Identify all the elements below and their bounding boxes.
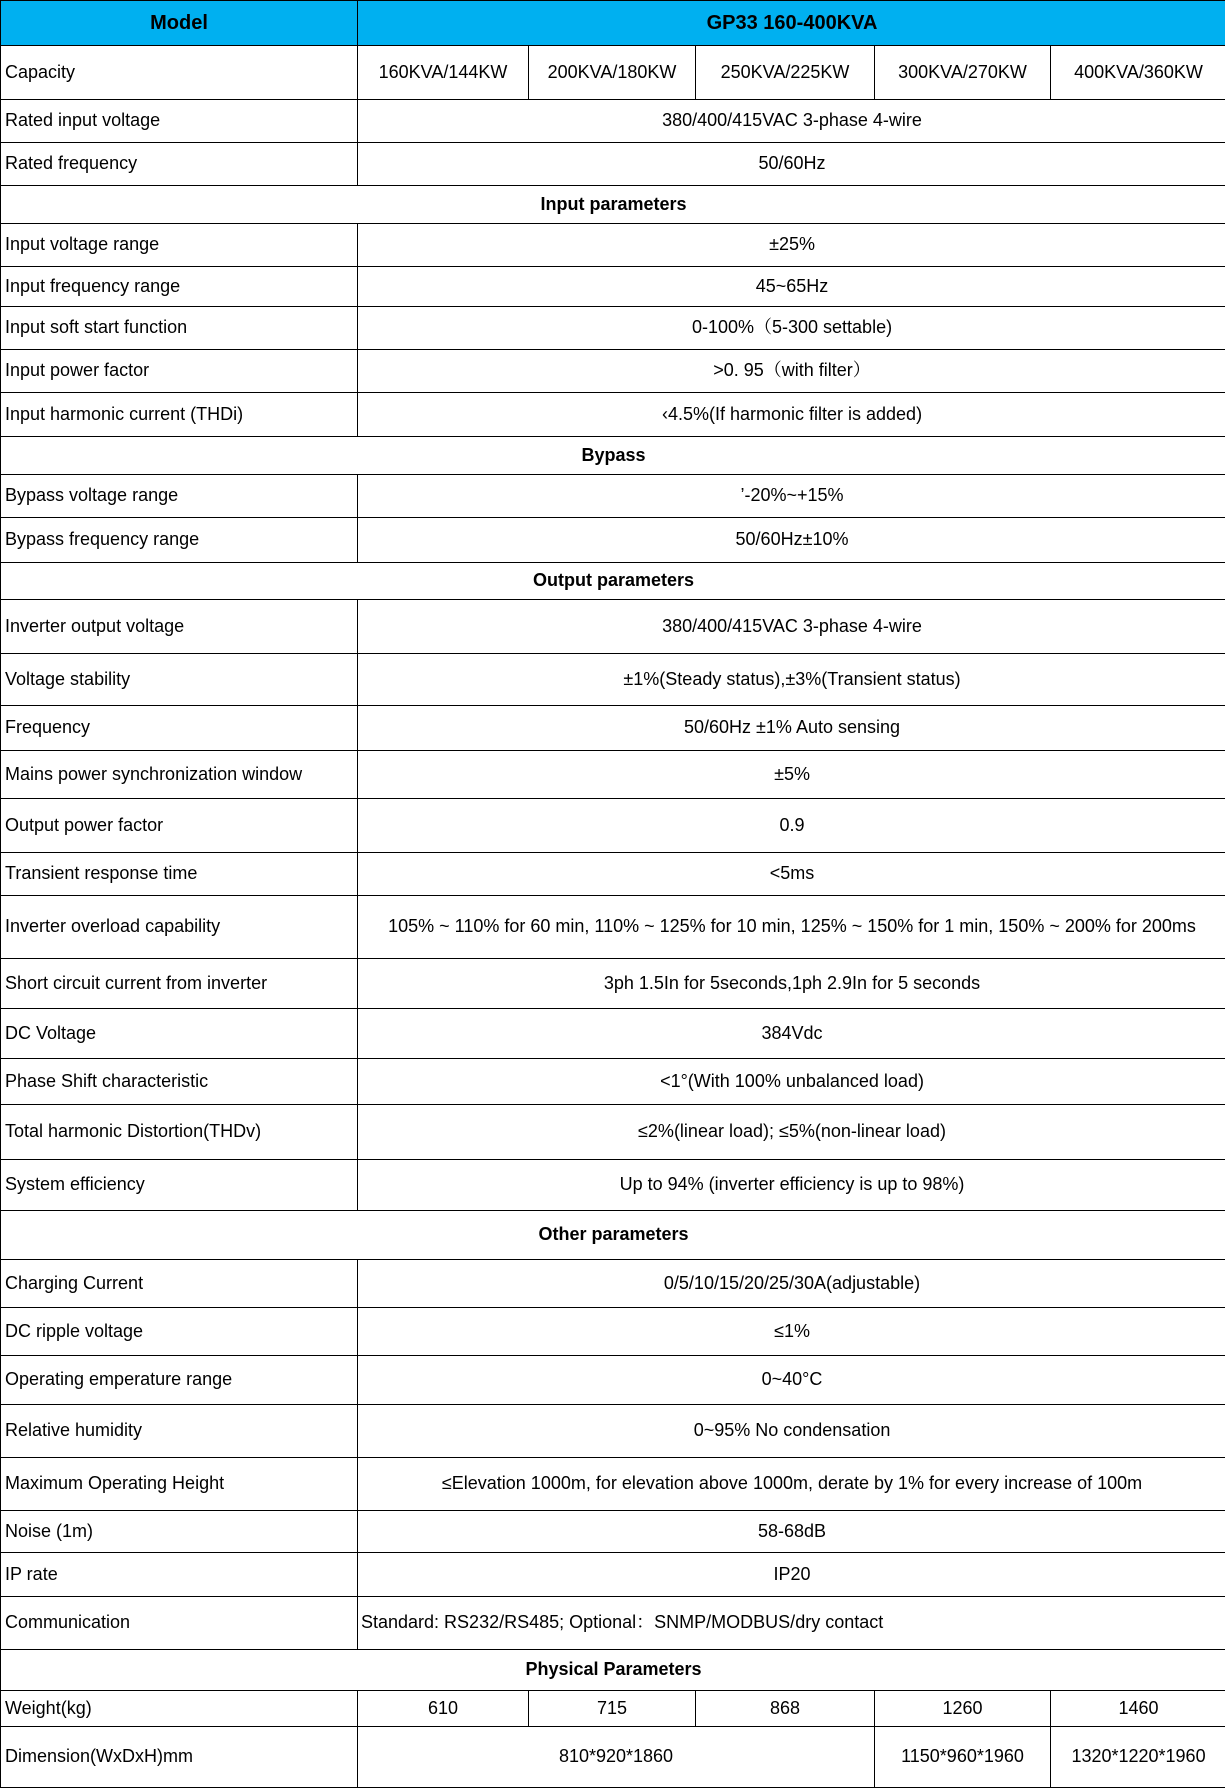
row-label: Bypass voltage range — [1, 475, 358, 518]
row-label: Transient response time — [1, 853, 358, 896]
spec-row — [1, 475, 1225, 518]
row-value: 45~65Hz — [358, 267, 1225, 307]
section-title: Physical Parameters — [1, 1650, 1225, 1691]
spec-row — [1, 518, 1225, 563]
row-label: Inverter overload capability — [1, 896, 358, 959]
row-label: Rated frequency — [1, 143, 358, 186]
section-output-header — [1, 563, 1225, 600]
section-other-header — [1, 1211, 1225, 1260]
row-value: 384Vdc — [358, 1009, 1225, 1059]
row-label: Input power factor — [1, 350, 358, 393]
capacity-value: 200KVA/180KW — [529, 46, 696, 100]
row-value: 50/60Hz — [358, 143, 1225, 186]
row-label: Communication — [1, 1597, 358, 1650]
row-value: 50/60Hz±10% — [358, 518, 1225, 563]
row-label: Maximum Operating Height — [1, 1458, 358, 1511]
weight-value: 1460 — [1051, 1691, 1225, 1727]
dimension-row — [1, 1727, 1225, 1788]
row-label: Inverter output voltage — [1, 600, 358, 654]
section-title: Output parameters — [1, 563, 1225, 600]
row-label: Mains power synchronization window — [1, 751, 358, 799]
dimension-value: 1150*960*1960 — [875, 1727, 1051, 1788]
row-value: 0~95% No condensation — [358, 1405, 1225, 1458]
section-title: Input parameters — [1, 186, 1225, 224]
row-value: Up to 94% (inverter efficiency is up to 98%) — [358, 1160, 1225, 1211]
row-value: ≤Elevation 1000m, for elevation above 1000m, derate by 1% for every increase of 100m — [358, 1458, 1225, 1511]
row-label: Short circuit current from inverter — [1, 959, 358, 1009]
row-label: DC ripple voltage — [1, 1308, 358, 1356]
rated-frequency-row — [1, 143, 1225, 186]
row-label: Total harmonic Distortion(THDv) — [1, 1105, 358, 1160]
header-row — [1, 1, 1225, 46]
row-label: Rated input voltage — [1, 100, 358, 143]
row-label: Bypass frequency range — [1, 518, 358, 563]
spec-row — [1, 799, 1225, 853]
row-value: ‹4.5%(If harmonic filter is added) — [358, 393, 1225, 437]
spec-row — [1, 1160, 1225, 1211]
row-value: 380/400/415VAC 3-phase 4-wire — [358, 100, 1225, 143]
section-title: Bypass — [1, 437, 1225, 475]
row-label: Input soft start function — [1, 307, 358, 350]
row-value: ’-20%~+15% — [358, 475, 1225, 518]
spec-row — [1, 1511, 1225, 1553]
row-value: 50/60Hz ±1% Auto sensing — [358, 706, 1225, 751]
spec-row — [1, 1308, 1225, 1356]
weight-value: 1260 — [875, 1691, 1051, 1727]
section-title: Other parameters — [1, 1211, 1225, 1260]
row-value: ≤1% — [358, 1308, 1225, 1356]
spec-row — [1, 959, 1225, 1009]
row-value: ±25% — [358, 224, 1225, 267]
capacity-row — [1, 46, 1225, 100]
weight-value: 610 — [358, 1691, 529, 1727]
spec-row — [1, 1105, 1225, 1160]
capacity-value: 400KVA/360KW — [1051, 46, 1225, 100]
row-value: ±1%(Steady status),±3%(Transient status) — [358, 654, 1225, 706]
row-label: Noise (1m) — [1, 1511, 358, 1553]
row-value: ±5% — [358, 751, 1225, 799]
spec-row — [1, 1405, 1225, 1458]
row-value: IP20 — [358, 1553, 1225, 1597]
spec-row — [1, 224, 1225, 267]
capacity-value: 160KVA/144KW — [358, 46, 529, 100]
spec-row — [1, 393, 1225, 437]
row-value: 105% ~ 110% for 60 min, 110% ~ 125% for 10 min, 125% ~ 150% for 1 min, 150% ~ 200% for 200ms — [358, 896, 1225, 959]
row-value: >0. 95（with filter） — [358, 350, 1225, 393]
spec-row — [1, 1009, 1225, 1059]
row-value: Standard: RS232/RS485; Optional：SNMP/MODBUS/dry contact — [358, 1597, 1225, 1650]
row-value: ≤2%(linear load); ≤5%(non-linear load) — [358, 1105, 1225, 1160]
row-value: 0.9 — [358, 799, 1225, 853]
row-label: Input harmonic current (THDi) — [1, 393, 358, 437]
section-input-header — [1, 186, 1225, 224]
spec-row — [1, 1059, 1225, 1105]
row-value: 0-100%（5-300 settable) — [358, 307, 1225, 350]
capacity-value: 300KVA/270KW — [875, 46, 1051, 100]
row-label: Input voltage range — [1, 224, 358, 267]
spec-row — [1, 1356, 1225, 1405]
row-label: Relative humidity — [1, 1405, 358, 1458]
spec-row — [1, 307, 1225, 350]
row-label: Frequency — [1, 706, 358, 751]
row-value: <5ms — [358, 853, 1225, 896]
row-label: Charging Current — [1, 1260, 358, 1308]
row-label: Dimension(WxDxH)mm — [1, 1727, 358, 1788]
weight-value: 868 — [696, 1691, 875, 1727]
spec-row — [1, 654, 1225, 706]
row-value: 58-68dB — [358, 1511, 1225, 1553]
row-label: Input frequency range — [1, 267, 358, 307]
dimension-value: 810*920*1860 — [358, 1727, 875, 1788]
spec-row — [1, 706, 1225, 751]
capacity-label: Capacity — [1, 46, 358, 100]
spec-row — [1, 350, 1225, 393]
section-physical-header — [1, 1650, 1225, 1691]
row-label: DC Voltage — [1, 1009, 358, 1059]
row-value: 0/5/10/15/20/25/30A(adjustable) — [358, 1260, 1225, 1308]
row-label: System efficiency — [1, 1160, 358, 1211]
spec-row — [1, 1260, 1225, 1308]
model-name: GP33 160-400KVA — [358, 1, 1225, 46]
row-value: 3ph 1.5In for 5seconds,1ph 2.9In for 5 seconds — [358, 959, 1225, 1009]
spec-row — [1, 1458, 1225, 1511]
model-label: Model — [1, 1, 358, 46]
row-label: Operating emperature range — [1, 1356, 358, 1405]
row-label: IP rate — [1, 1553, 358, 1597]
spec-row — [1, 1553, 1225, 1597]
weight-value: 715 — [529, 1691, 696, 1727]
rated-input-voltage-row — [1, 100, 1225, 143]
spec-row — [1, 1597, 1225, 1650]
row-value: <1°(With 100% unbalanced load) — [358, 1059, 1225, 1105]
spec-row — [1, 267, 1225, 307]
spec-row — [1, 751, 1225, 799]
row-value: 380/400/415VAC 3-phase 4-wire — [358, 600, 1225, 654]
row-label: Phase Shift characteristic — [1, 1059, 358, 1105]
dimension-value: 1320*1220*1960 — [1051, 1727, 1225, 1788]
weight-row — [1, 1691, 1225, 1727]
capacity-value: 250KVA/225KW — [696, 46, 875, 100]
spec-row — [1, 600, 1225, 654]
spec-row — [1, 853, 1225, 896]
spec-row — [1, 896, 1225, 959]
row-label: Output power factor — [1, 799, 358, 853]
row-label: Weight(kg) — [1, 1691, 358, 1727]
row-label: Voltage stability — [1, 654, 358, 706]
section-bypass-header — [1, 437, 1225, 475]
row-value: 0~40°C — [358, 1356, 1225, 1405]
